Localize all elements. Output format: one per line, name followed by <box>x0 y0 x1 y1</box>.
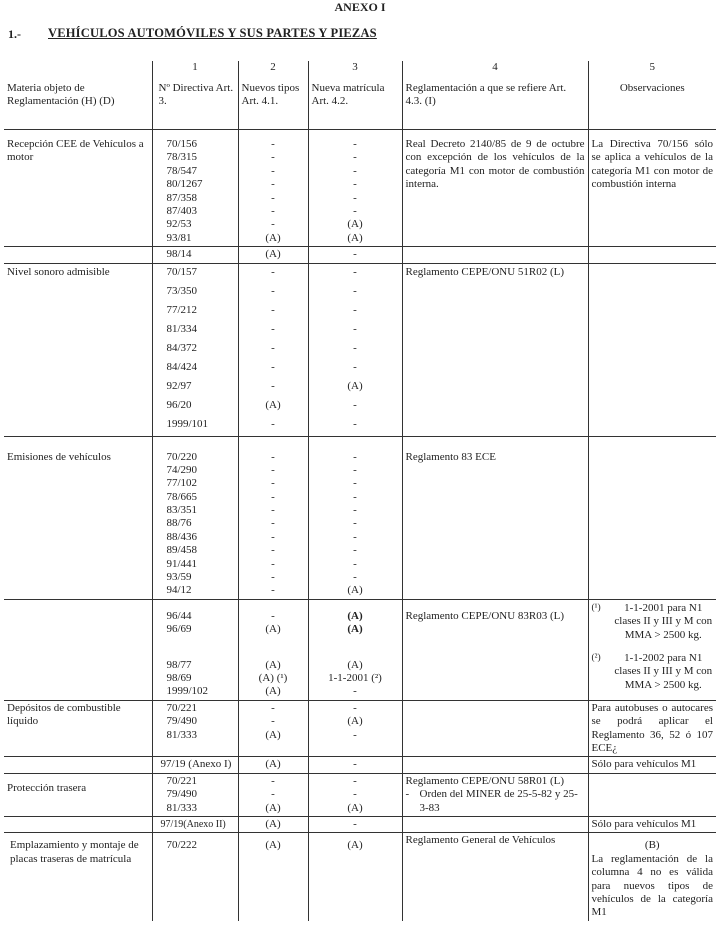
new-type-value: (A) <box>265 758 281 771</box>
row-observations: Sólo para vehículos M1 <box>588 817 716 833</box>
row-subject <box>4 817 152 833</box>
new-reg-value: - <box>353 788 357 801</box>
new-type-value: (A) <box>265 818 281 831</box>
row-observations <box>588 599 716 700</box>
new-type-value: - <box>271 191 275 204</box>
table-row <box>4 130 716 247</box>
row-regulation <box>402 817 588 833</box>
row-new-types <box>238 436 308 599</box>
column-number-1: 1 <box>152 61 238 76</box>
new-type-value: (A) <box>265 801 281 814</box>
directive-item: 84/372 <box>166 341 198 354</box>
header-new-registration: Nueva matrícula Art. 4.2. <box>308 76 402 130</box>
row-directives <box>152 773 238 816</box>
row-new-types <box>238 130 308 247</box>
directive-item: 92/97 <box>166 379 192 392</box>
observation-mark: (B) <box>644 839 660 852</box>
new-type-value: - <box>271 303 275 316</box>
table-row <box>4 263 716 436</box>
row-observations <box>588 436 716 599</box>
directive-item: 93/81 <box>166 231 192 244</box>
note-mark: (²) <box>591 653 601 664</box>
new-reg-value: - <box>353 341 357 354</box>
new-reg-value: (A) <box>347 584 363 597</box>
new-reg-value: - <box>353 303 357 316</box>
table-row <box>4 833 716 921</box>
new-reg-value: - <box>353 685 357 698</box>
header-new-types: Nuevos tipos Art. 4.1. <box>238 76 308 130</box>
directive-item: 83/351 <box>166 504 198 517</box>
row-directives <box>152 436 238 599</box>
new-type-value: (A) <box>265 728 281 741</box>
directive-item: 70/222 <box>166 839 198 852</box>
new-type-value: - <box>271 151 275 164</box>
new-reg-value: - <box>353 450 357 463</box>
row-subject: Nivel sonoro admisible <box>4 263 152 436</box>
new-type-value: (A) <box>265 658 281 671</box>
row-directives <box>152 599 238 700</box>
new-type-value: (A) <box>265 839 281 852</box>
new-type-value: - <box>271 360 275 373</box>
directive-item: 78/547 <box>166 164 198 177</box>
row-observations: Sólo para vehículos M1 <box>588 757 716 773</box>
row-subject <box>4 247 152 263</box>
directive-item: 80/1267 <box>166 178 203 191</box>
new-reg-value: - <box>353 818 357 831</box>
new-reg-value: - <box>353 151 357 164</box>
directive-item: 96/44 <box>166 609 192 622</box>
new-type-value: - <box>271 204 275 217</box>
new-type-value: (A) <box>265 398 281 411</box>
row-new-registration <box>308 130 402 247</box>
note-text: 1-1-2001 para N1 clases II y III y M con MMA > 2500 kg. <box>614 601 713 641</box>
row-directives <box>152 247 238 263</box>
new-type-value: (A) (¹) <box>258 671 288 684</box>
new-type-value: - <box>271 322 275 335</box>
directive-item: 89/458 <box>166 544 198 557</box>
directive-item: 94/12 <box>166 584 192 597</box>
new-reg-value: - <box>353 178 357 191</box>
new-reg-value: - <box>353 191 357 204</box>
new-reg-value: - <box>353 530 357 543</box>
row-subject: Depósitos de combustible líquido <box>4 700 152 757</box>
new-type-value: - <box>271 788 275 801</box>
row-directives <box>152 757 238 773</box>
new-reg-value: (A) <box>347 658 363 671</box>
new-reg-value: (A) <box>347 801 363 814</box>
directive-item: 77/102 <box>166 477 198 490</box>
row-subject: Emisiones de vehículos <box>4 436 152 599</box>
new-reg-value: - <box>353 417 357 430</box>
row-regulation: Real Decreto 2140/85 de 9 de octubre con excepción de los vehículos de la categoría M1 con motor de combustión interna. <box>402 130 588 247</box>
note-text: 1-1-2002 para N1 clases II y III y M con MMA > 2500 kg. <box>614 652 713 691</box>
section-title: VEHÍCULOS AUTOMÓVILES Y SUS PARTES Y PIEZAS <box>48 26 377 40</box>
row-new-registration <box>308 817 402 833</box>
new-reg-value: - <box>353 544 357 557</box>
new-type-value: - <box>271 517 275 530</box>
row-subject <box>4 757 152 773</box>
observation-text: La reglamentación de la columna 4 no es válida para nuevos tipos de vehículos de la categoría M1 <box>591 852 713 919</box>
row-directives <box>152 833 238 921</box>
annex-table <box>4 61 716 921</box>
row-new-types <box>238 700 308 757</box>
row-directives <box>152 817 238 833</box>
row-regulation <box>402 757 588 773</box>
directive-item: 84/424 <box>166 360 198 373</box>
column-number-2: 2 <box>238 61 308 76</box>
new-type-value: - <box>271 284 275 297</box>
directive-item: 97/19 (Anexo I) <box>160 758 232 771</box>
new-reg-value: - <box>353 517 357 530</box>
new-type-value: (A) <box>265 248 281 261</box>
directive-item: 87/358 <box>166 191 198 204</box>
new-reg-value: - <box>353 164 357 177</box>
new-type-value: - <box>271 417 275 430</box>
directive-item: 78/665 <box>166 490 198 503</box>
directive-item: 79/490 <box>166 788 198 801</box>
header-observations: Observaciones <box>588 76 716 130</box>
new-reg-value: - <box>353 490 357 503</box>
new-reg-value: - <box>353 774 357 787</box>
row-regulation: Reglamento General de Vehículos <box>402 833 588 921</box>
header-directive: Nº Directiva Art. 3. <box>152 76 238 130</box>
directive-item: 77/212 <box>166 303 198 316</box>
directive-item: 73/350 <box>166 284 198 297</box>
row-observations <box>588 773 716 816</box>
new-reg-value: - <box>353 398 357 411</box>
row-new-types <box>238 757 308 773</box>
new-type-value: - <box>271 265 275 278</box>
observation-note-2 <box>592 652 714 692</box>
new-type-value: - <box>271 530 275 543</box>
new-type-value: - <box>271 341 275 354</box>
new-reg-value: - <box>353 557 357 570</box>
new-reg-value: - <box>353 701 357 714</box>
new-reg-value: - <box>353 463 357 476</box>
new-reg-value: (A) <box>347 379 363 392</box>
new-type-value: - <box>271 178 275 191</box>
column-number-5: 5 <box>588 61 716 76</box>
table-row <box>4 700 716 757</box>
row-subject: Recepción CEE de Vehículos a motor <box>4 130 152 247</box>
column-number-row <box>4 61 716 76</box>
row-new-registration <box>308 833 402 921</box>
new-reg-value: (A) <box>347 218 363 231</box>
row-regulation: Reglamento CEPE/ONU 51R02 (L) <box>402 263 588 436</box>
new-reg-value: (A) <box>347 623 363 636</box>
new-reg-value: - <box>353 322 357 335</box>
row-observations: La Directiva 70/156 sólo se aplica a vehículos de la categoría M1 con motor de combustión interna <box>588 130 716 247</box>
header-regulation: Reglamentación a que se refiere Art. 4.3. (I) <box>402 76 588 130</box>
row-observations <box>588 247 716 263</box>
row-subject: Emplazamiento y montaje de placas traseras de matrícula <box>10 839 139 865</box>
new-type-value: - <box>271 463 275 476</box>
directive-item: 98/14 <box>166 248 192 261</box>
table-row <box>4 817 716 833</box>
column-number-empty <box>4 61 152 76</box>
directive-item: 1999/102 <box>166 685 209 698</box>
directive-item: 81/333 <box>166 728 198 741</box>
new-reg-value: - <box>353 248 357 261</box>
row-observations: Para autobuses o autocares se podrá aplicar el Reglamento 36, 52 ó 107 ECE¿ <box>588 700 716 757</box>
directive-item: 70/156 <box>166 138 198 150</box>
annex-title: ANEXO I <box>334 0 386 14</box>
new-type-value: - <box>271 138 275 150</box>
new-reg-value: (A) <box>347 839 363 852</box>
new-reg-value: (A) <box>347 609 363 622</box>
directive-item: 78/315 <box>166 151 198 164</box>
directive-item: 96/69 <box>166 623 192 636</box>
new-reg-value: - <box>353 360 357 373</box>
directive-item: 87/403 <box>166 204 198 217</box>
note-mark: (¹) <box>591 602 601 613</box>
directive-item: 88/76 <box>166 517 192 530</box>
directive-item: 74/290 <box>166 463 198 476</box>
row-new-registration <box>308 757 402 773</box>
row-new-registration <box>308 700 402 757</box>
new-type-value: - <box>271 584 275 597</box>
new-type-value: - <box>271 379 275 392</box>
new-reg-value: - <box>353 284 357 297</box>
directive-item: 93/59 <box>166 571 192 584</box>
row-observations <box>588 833 716 921</box>
new-type-value: - <box>271 218 275 231</box>
new-type-value: (A) <box>265 623 281 636</box>
new-type-value: - <box>271 164 275 177</box>
directive-item: 96/20 <box>166 398 192 411</box>
row-new-types <box>238 247 308 263</box>
new-reg-value: (A) <box>347 715 363 728</box>
row-regulation <box>402 247 588 263</box>
table-row <box>4 247 716 263</box>
table-row <box>4 436 716 599</box>
row-new-types <box>238 263 308 436</box>
new-type-value: - <box>271 504 275 517</box>
directive-item: 70/221 <box>166 701 198 714</box>
header-subject: Materia objeto de Reglamentación (H) (D) <box>4 76 152 130</box>
new-reg-value: - <box>353 265 357 278</box>
row-regulation: Reglamento CEPE/ONU 83R03 (L) <box>402 599 588 700</box>
directive-item: 70/221 <box>166 774 198 787</box>
header-row <box>4 76 716 130</box>
directive-item: 97/19(Anexo II) <box>160 819 226 831</box>
new-type-value: - <box>271 450 275 463</box>
section-number: 1.- <box>8 27 21 41</box>
row-regulation <box>402 700 588 757</box>
new-type-value: - <box>271 544 275 557</box>
new-reg-value: 1-1-2001 (²) <box>328 671 382 684</box>
row-regulation: Reglamento 83 ECE <box>402 436 588 599</box>
new-type-value: - <box>271 477 275 490</box>
regulation-list-item: - Orden del MINER de 25-5-82 y 25-3-83 <box>406 788 585 815</box>
new-reg-value: - <box>353 138 357 150</box>
new-type-value: - <box>271 715 275 728</box>
new-type-value: - <box>271 557 275 570</box>
new-type-value: - <box>271 571 275 584</box>
row-directives <box>152 700 238 757</box>
directive-item: 70/220 <box>166 450 198 463</box>
regulation-item-text: Orden del MINER de 25-5-82 y 25-3-83 <box>419 788 578 814</box>
new-type-value: (A) <box>265 685 281 698</box>
new-reg-value: - <box>353 758 357 771</box>
table-row <box>4 757 716 773</box>
row-directives <box>152 263 238 436</box>
new-reg-value: - <box>353 477 357 490</box>
new-type-value: - <box>271 774 275 787</box>
new-reg-value: (A) <box>347 231 363 244</box>
row-new-registration <box>308 436 402 599</box>
directive-item: 98/77 <box>166 658 192 671</box>
directive-item: 1999/101 <box>166 417 209 430</box>
row-subject <box>4 599 152 700</box>
new-reg-value: - <box>353 204 357 217</box>
new-type-value: (A) <box>265 231 281 244</box>
directive-item: 92/53 <box>166 218 192 231</box>
directive-item: 88/436 <box>166 530 198 543</box>
table-row <box>4 599 716 700</box>
new-reg-value: - <box>353 504 357 517</box>
directive-item: 81/333 <box>166 801 198 814</box>
new-type-value: - <box>271 701 275 714</box>
row-new-types <box>238 817 308 833</box>
observation-note-1 <box>592 602 714 642</box>
row-new-registration <box>308 599 402 700</box>
row-new-types <box>238 773 308 816</box>
table-row <box>4 773 716 816</box>
new-type-value: - <box>271 490 275 503</box>
column-number-3: 3 <box>308 61 402 76</box>
directive-item: 79/490 <box>166 715 198 728</box>
row-observations <box>588 263 716 436</box>
directive-item: 91/441 <box>166 557 198 570</box>
row-new-types <box>238 599 308 700</box>
new-type-value: - <box>271 609 275 622</box>
directive-item: 81/334 <box>166 322 198 335</box>
new-reg-value: - <box>353 728 357 741</box>
row-new-registration <box>308 263 402 436</box>
column-number-4: 4 <box>402 61 588 76</box>
row-subject: Protección trasera <box>4 773 152 816</box>
row-new-types <box>238 833 308 921</box>
directive-item: 98/69 <box>166 671 192 684</box>
row-directives <box>152 130 238 247</box>
directive-item: 70/157 <box>166 265 198 278</box>
row-new-registration <box>308 247 402 263</box>
regulation-text: Reglamento CEPE/ONU 58R01 (L) <box>405 774 565 787</box>
row-new-registration <box>308 773 402 816</box>
row-regulation <box>402 773 588 816</box>
new-reg-value: - <box>353 571 357 584</box>
